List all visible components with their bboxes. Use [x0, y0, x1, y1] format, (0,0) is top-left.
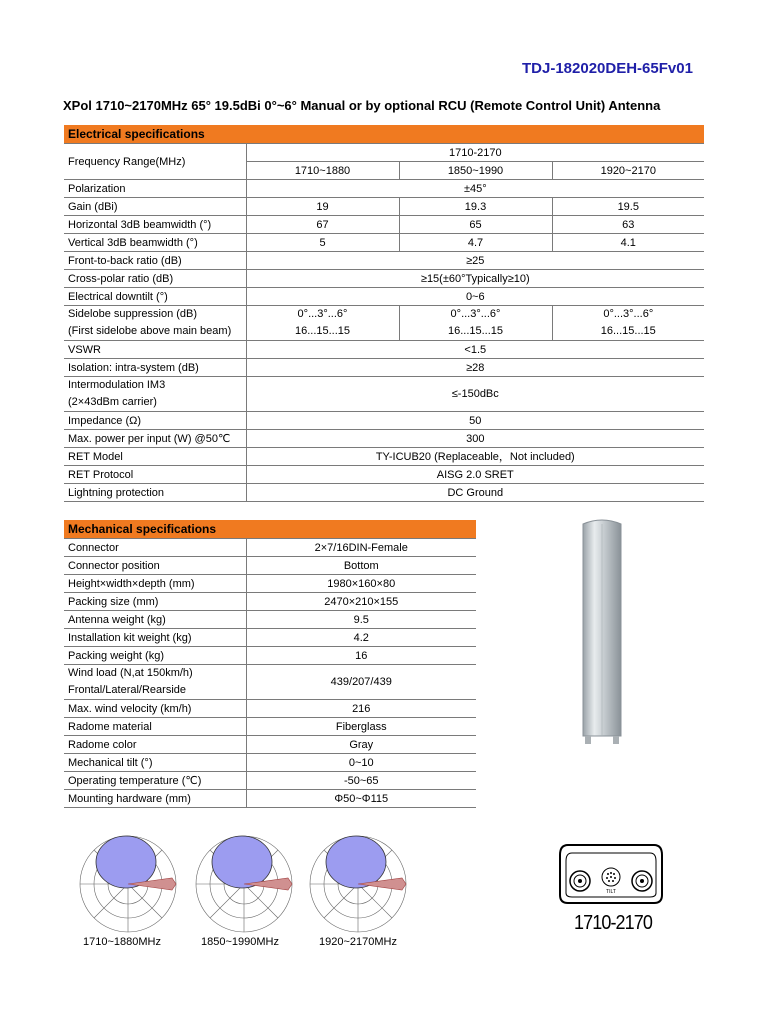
connector-band-label: 1710-2170 — [574, 912, 652, 934]
isolation-value: ≥28 — [246, 359, 704, 377]
radiation-pattern-1 — [72, 828, 184, 934]
mech-label: Mechanical tilt (°) — [64, 754, 246, 772]
impedance-label: Impedance (Ω) — [64, 412, 246, 430]
radiation-pattern-3 — [302, 828, 414, 934]
h-beam-value: 65 — [399, 216, 552, 234]
mech-label: Packing size (mm) — [64, 593, 246, 611]
pattern-label-3: 1920~2170MHz — [319, 936, 397, 948]
mech-value: 16 — [246, 647, 476, 665]
mech-label: Radome material — [64, 718, 246, 736]
mechanical-heading: Mechanical specifications — [64, 520, 476, 539]
sidelobe-label-line1: Sidelobe suppression (dB) — [68, 308, 198, 320]
sidelobe-levels: 16...15...15 — [600, 325, 656, 337]
ftb-value: ≥25 — [246, 252, 704, 270]
h-beam-value: 63 — [552, 216, 704, 234]
xpol-value: ≥15(±60°Typically≥10) — [246, 270, 704, 288]
im3-label — [64, 377, 246, 412]
sidelobe-value — [399, 306, 552, 341]
h-beam-label: Horizontal 3dB beamwidth (°) — [64, 216, 246, 234]
gain-value: 19.3 — [399, 198, 552, 216]
im3-label-line2: (2×43dBm carrier) — [68, 396, 157, 408]
mech-label: Mounting hardware (mm) — [64, 790, 246, 808]
sidelobe-levels: 16...15...15 — [447, 325, 504, 337]
gain-label: Gain (dBi) — [64, 198, 246, 216]
sidelobe-angles: 0°...3°...6° — [603, 308, 654, 320]
antenna-product-image — [577, 518, 627, 746]
mech-value: 2470×210×155 — [246, 593, 476, 611]
mech-label: Installation kit weight (kg) — [64, 629, 246, 647]
im3-label-line1: Intermodulation IM3 — [68, 379, 166, 391]
band-1: 1710~1880 — [246, 162, 399, 180]
sidelobe-angles: 0°...3°...6° — [450, 308, 501, 320]
gain-value: 19 — [246, 198, 399, 216]
mech-value: -50~65 — [246, 772, 476, 790]
polarization-value: ±45° — [246, 180, 704, 198]
radiation-pattern-2 — [188, 828, 300, 934]
sidelobe-value — [552, 306, 704, 341]
mech-label: Connector — [64, 539, 246, 557]
pattern-label-1: 1710~1880MHz — [83, 936, 161, 948]
ftb-label: Front-to-back ratio (dB) — [64, 252, 246, 270]
ret-protocol-value: AISG 2.0 SRET — [246, 466, 704, 484]
v-beam-value: 4.1 — [552, 234, 704, 252]
downtilt-value: 0~6 — [246, 288, 704, 306]
ret-model-label: RET Model — [64, 448, 246, 466]
mech-value: 4.2 — [246, 629, 476, 647]
mech-label: Max. wind velocity (km/h) — [64, 700, 246, 718]
max-power-label: Max. power per input (W) @50℃ — [64, 430, 246, 448]
mech-label: Packing weight (kg) — [64, 647, 246, 665]
freq-all: 1710-2170 — [246, 144, 704, 162]
pattern-label-2: 1850~1990MHz — [201, 936, 279, 948]
mech-label: Radome color — [64, 736, 246, 754]
wind-load-label-line1: Wind load (N,at 150km/h) — [68, 667, 193, 679]
sidelobe-angles: 0°...3°...6° — [297, 308, 348, 320]
ret-protocol-label: RET Protocol — [64, 466, 246, 484]
wind-load-label-line2: Frontal/Lateral/Rearside — [68, 684, 187, 696]
mech-label: Antenna weight (kg) — [64, 611, 246, 629]
h-beam-value: 67 — [246, 216, 399, 234]
v-beam-label: Vertical 3dB beamwidth (°) — [64, 234, 246, 252]
polarization-label: Polarization — [64, 180, 246, 198]
tilt-text: TILT — [606, 889, 616, 895]
sidelobe-label-line2: (First sidelobe above main beam) — [68, 325, 232, 337]
v-beam-value: 4.7 — [399, 234, 552, 252]
sidelobe-value — [246, 306, 399, 341]
mech-label: Connector position — [64, 557, 246, 575]
ret-model-value: TY-ICUB20 (Replaceable，Not included) — [246, 448, 704, 466]
downtilt-label: Electrical downtilt (°) — [64, 288, 246, 306]
v-beam-value: 5 — [246, 234, 399, 252]
freq-label: Frequency Range(MHz) — [64, 144, 246, 180]
mech-value: 1980×160×80 — [246, 575, 476, 593]
band-3: 1920~2170 — [552, 162, 704, 180]
vswr-value: <1.5 — [246, 341, 704, 359]
mech-value: 216 — [246, 700, 476, 718]
electrical-spec-table — [64, 125, 704, 502]
model-number: TDJ-182020DEH-65Fv01 — [522, 60, 693, 77]
mech-value: Φ50~Φ115 — [246, 790, 476, 808]
mech-value: Bottom — [246, 557, 476, 575]
wind-load-value: 439/207/439 — [246, 665, 476, 700]
lightning-value: DC Ground — [246, 484, 704, 502]
sidelobe-label — [64, 306, 246, 341]
vswr-label: VSWR — [64, 341, 246, 359]
mech-label: Height×width×depth (mm) — [64, 575, 246, 593]
mechanical-spec-table — [64, 520, 476, 808]
mech-value: Gray — [246, 736, 476, 754]
mech-value: 9.5 — [246, 611, 476, 629]
mech-value: 2×7/16DIN-Female — [246, 539, 476, 557]
mech-value: Fiberglass — [246, 718, 476, 736]
document-title: XPol 1710~2170MHz 65° 19.5dBi 0°~6° Manual or by optional RCU (Remote Control Unit) Antenna — [63, 98, 661, 113]
lightning-label: Lightning protection — [64, 484, 246, 502]
electrical-heading: Electrical specifications — [64, 125, 704, 144]
connector-diagram — [558, 843, 664, 905]
sidelobe-levels: 16...15...15 — [294, 325, 351, 337]
gain-value: 19.5 — [552, 198, 704, 216]
im3-value: ≤-150dBc — [246, 377, 704, 412]
isolation-label: Isolation: intra-system (dB) — [64, 359, 246, 377]
xpol-label: Cross-polar ratio (dB) — [64, 270, 246, 288]
mech-label: Operating temperature (℃) — [64, 772, 246, 790]
wind-load-label — [64, 665, 246, 700]
band-2: 1850~1990 — [399, 162, 552, 180]
max-power-value: 300 — [246, 430, 704, 448]
mech-value: 0~10 — [246, 754, 476, 772]
impedance-value: 50 — [246, 412, 704, 430]
